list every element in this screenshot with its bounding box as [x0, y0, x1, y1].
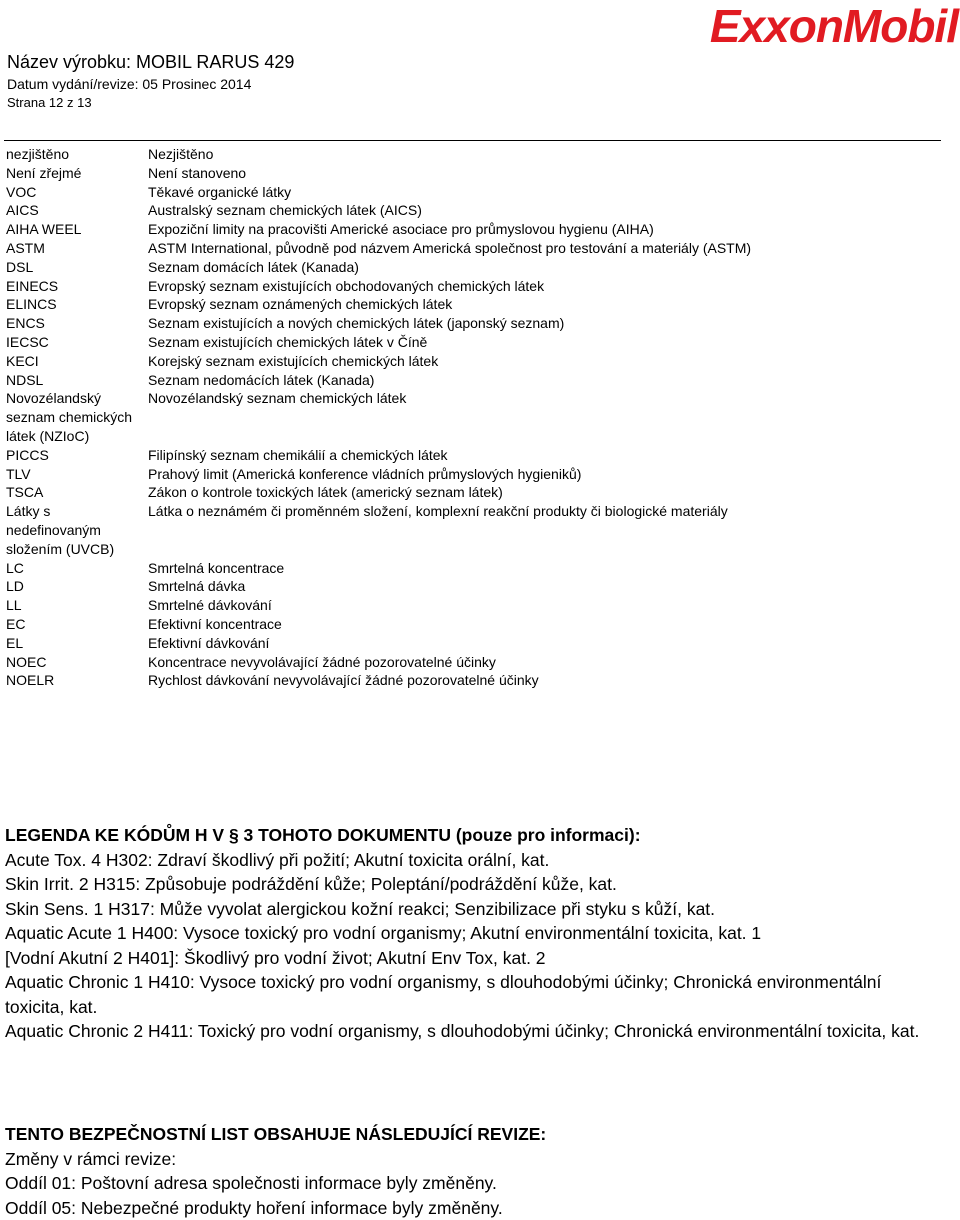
abbreviation-meaning: Novozélandský seznam chemických látek [148, 390, 407, 407]
abbreviation-code: NDSL [6, 371, 44, 388]
page-number: Strana 12 z 13 [7, 95, 92, 110]
abbreviation-code: ELINCS [6, 296, 57, 313]
abbreviation-meaning: ASTM International, původně pod názvem Americká společnost pro testování a materiály (ASTM) [148, 239, 752, 256]
abbreviation-meaning: Smrtelná dávka [148, 578, 246, 595]
abbreviation-row [6, 671, 936, 690]
abbreviation-row [6, 277, 936, 296]
abbreviation-row [6, 502, 936, 558]
abbreviation-code: LC [6, 559, 24, 576]
abbreviation-code: LD [6, 578, 24, 595]
legend-line: Skin Sens. 1 H317: Může vyvolat alergickou kožní reakci; Senzibilizace při styku s kůží, kat. [5, 898, 716, 919]
legend-line: [Vodní Akutní 2 H401]: Škodlivý pro vodní život; Akutní Env Tox, kat. 2 [5, 947, 546, 968]
abbreviation-meaning: Prahový limit (Americká konference vládních průmyslových hygieniků) [148, 465, 582, 482]
abbreviation-row [6, 596, 936, 615]
abbreviation-row [6, 183, 936, 202]
revisions-section [5, 1122, 945, 1220]
abbreviation-meaning: Evropský seznam existujících obchodovaných chemických látek [148, 277, 545, 294]
abbreviation-meaning: Evropský seznam oznámených chemických látek [148, 296, 453, 313]
abbreviation-code: DSL [6, 258, 34, 275]
abbreviation-meaning: Australský seznam chemických látek (AICS) [148, 202, 422, 219]
abbreviation-code: NOELR [6, 672, 55, 689]
h-codes-legend [5, 823, 945, 1044]
abbreviation-row [6, 164, 936, 183]
abbreviation-meaning: Těkavé organické látky [148, 183, 292, 200]
abbreviation-meaning: Zákon o kontrole toxických látek (americký seznam látek) [148, 484, 503, 501]
legend-line: Aquatic Chronic 1 H410: Vysoce toxický pro vodní organismy, s dlouhodobými účinky; Chronická environmentální toxicita, kat. [5, 972, 882, 1017]
header-divider [4, 140, 941, 141]
abbreviation-meaning: Látka o neznámém či proměnném složení, komplexní reakční produkty či biologické materiály [148, 503, 728, 520]
abbreviation-row [6, 559, 936, 578]
abbreviation-meaning: Smrtelná koncentrace [148, 559, 285, 576]
abbreviation-row [6, 446, 936, 465]
abbreviation-row [6, 295, 936, 314]
abbreviation-row [6, 145, 936, 164]
abbreviation-row [6, 220, 936, 239]
abbreviation-code: TLV [6, 465, 31, 482]
abbreviation-code: VOC [6, 183, 37, 200]
abbreviation-row [6, 239, 936, 258]
revision-line: Oddíl 05: Nebezpečné produkty hoření informace byly změněny. [5, 1197, 503, 1218]
product-name: Název výrobku: MOBIL RARUS 429 [7, 52, 295, 72]
abbreviation-meaning: Koncentrace nevyvolávající žádné pozorovatelné účinky [148, 653, 496, 670]
abbreviation-code: AIHA WEEL [6, 221, 82, 238]
abbreviation-meaning: Seznam existujících chemických látek v Číně [148, 333, 428, 350]
abbreviation-row [6, 577, 936, 596]
abbreviations-table [6, 145, 936, 690]
abbreviation-code: EL [6, 634, 24, 651]
abbreviation-meaning: Efektivní dávkování [148, 634, 270, 651]
legend-title: LEGENDA KE KÓDŮM H V § 3 TOHOTO DOKUMENTU (pouze pro informaci): [5, 825, 641, 845]
abbreviation-meaning: Seznam domácích látek (Kanada) [148, 258, 359, 275]
abbreviation-code: AICS [6, 202, 39, 219]
abbreviation-code: EC [6, 615, 26, 632]
legend-line: Acute Tox. 4 H302: Zdraví škodlivý při požití; Akutní toxicita orální, kat. [5, 849, 550, 870]
abbreviation-meaning: Smrtelné dávkování [148, 597, 272, 614]
abbreviation-row [6, 258, 936, 277]
abbreviation-row [6, 389, 936, 445]
abbreviation-code: ASTM [6, 239, 45, 256]
abbreviation-meaning: Korejský seznam existujících chemických látek [148, 352, 439, 369]
abbreviation-code: LL [6, 597, 22, 614]
abbreviation-code: Látky s nedefinovaným složením (UVCB) [6, 503, 115, 557]
abbreviation-row [6, 465, 936, 484]
legend-line: Skin Irrit. 2 H315: Způsobuje podráždění kůže; Poleptání/podráždění kůže, kat. [5, 874, 617, 894]
abbreviation-row [6, 352, 936, 371]
abbreviation-code: TSCA [6, 484, 44, 501]
abbreviation-row [6, 653, 936, 672]
legend-line: Aquatic Chronic 2 H411: Toxický pro vodní organismy, s dlouhodobými účinky; Chronická environmentální toxicita, kat. [5, 1021, 920, 1041]
abbreviation-row [6, 371, 936, 390]
abbreviation-row [6, 615, 936, 634]
revision-line: Oddíl 01: Poštovní adresa společnosti informace byly změněny. [5, 1173, 497, 1193]
abbreviation-row [6, 201, 936, 220]
abbreviation-meaning: Filipínský seznam chemikálií a chemických látek [148, 446, 448, 463]
abbreviation-meaning: Efektivní koncentrace [148, 615, 282, 632]
exxonmobil-logo: ExxonMobil [709, 0, 958, 52]
abbreviation-meaning: Rychlost dávkování nevyvolávající žádné pozorovatelné účinky [148, 672, 539, 689]
abbreviation-code: KECI [6, 352, 39, 369]
legend-line: Aquatic Acute 1 H400: Vysoce toxický pro vodní organismy; Akutní environmentální toxicita, kat. 1 [5, 923, 762, 943]
abbreviation-row [6, 483, 936, 502]
abbreviation-code: EINECS [6, 277, 59, 294]
abbreviation-meaning: Expoziční limity na pracovišti Americké asociace pro průmyslovou hygienu (AIHA) [148, 221, 654, 238]
revisions-title: TENTO BEZPEČNOSTNÍ LIST OBSAHUJE NÁSLEDUJÍCÍ REVIZE: [5, 1124, 547, 1144]
abbreviation-row [6, 314, 936, 333]
abbreviation-code: Není zřejmé [6, 164, 82, 181]
abbreviation-code: ENCS [6, 315, 45, 332]
abbreviation-meaning: Není stanoveno [148, 164, 247, 181]
revision-line: Změny v rámci revize: [5, 1148, 177, 1169]
abbreviation-code: nezjištěno [6, 146, 70, 162]
abbreviation-code: Novozélandský seznam chemických látek (NZIoC) [6, 390, 133, 444]
abbreviation-meaning: Nezjištěno [148, 146, 214, 162]
abbreviation-row [6, 333, 936, 352]
abbreviation-meaning: Seznam nedomácích látek (Kanada) [148, 371, 375, 388]
abbreviation-code: PICCS [6, 446, 49, 463]
issue-date: Datum vydání/revize: 05 Prosinec 2014 [7, 76, 252, 92]
abbreviation-code: IECSC [6, 333, 49, 350]
abbreviation-meaning: Seznam existujících a nových chemických látek (japonský seznam) [148, 315, 565, 332]
abbreviation-code: NOEC [6, 653, 47, 670]
abbreviation-row [6, 634, 936, 653]
